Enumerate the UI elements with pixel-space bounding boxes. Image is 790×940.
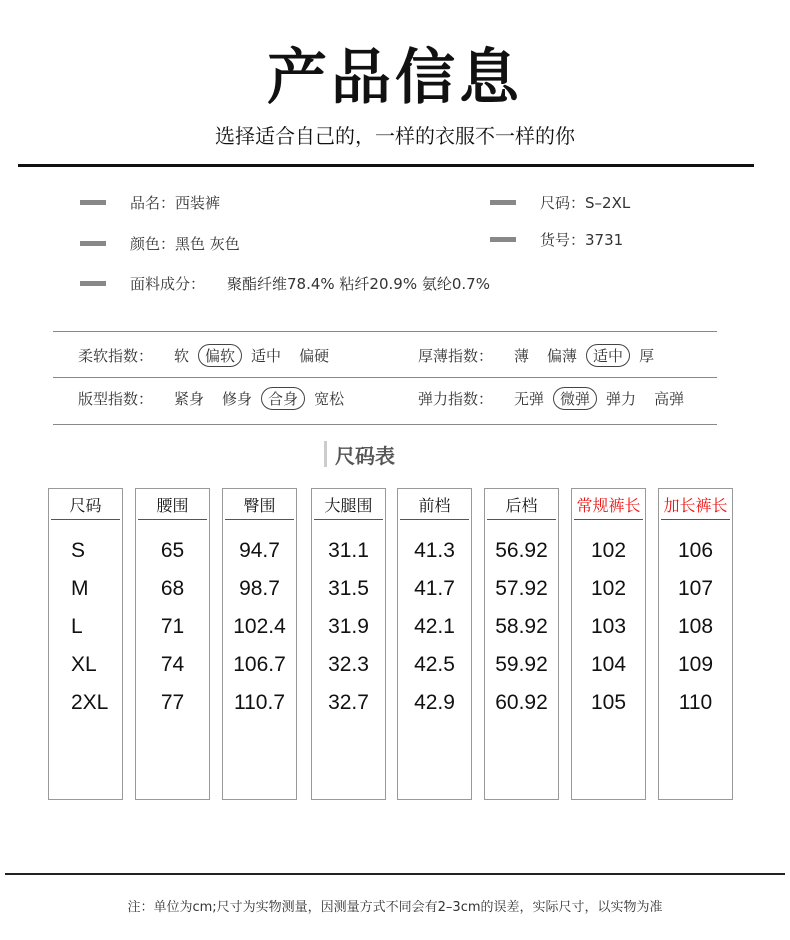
info-item-no: 货号：3731 xyxy=(540,231,624,249)
table-cell: 77 xyxy=(160,691,185,714)
table-cell: 2XL xyxy=(71,691,109,714)
table-cell: 108 xyxy=(677,615,714,638)
fit-index xyxy=(78,386,359,410)
table-cell: 41.3 xyxy=(414,539,455,562)
table-cell: 106.7 xyxy=(233,653,286,676)
info-name-row xyxy=(80,192,220,213)
elasticity-option-selected: 微弹 xyxy=(553,387,597,410)
page-title: 产品信息 xyxy=(267,43,523,113)
table-cell: 58.92 xyxy=(495,615,548,638)
thickness-option: 厚 xyxy=(639,346,655,365)
info-fabric-row xyxy=(80,273,490,294)
size-column xyxy=(222,488,297,800)
table-cell: 32.7 xyxy=(328,691,369,714)
table-cell: 71 xyxy=(160,615,185,638)
size-column xyxy=(571,488,646,800)
table-cell: 110.7 xyxy=(234,691,285,714)
size-column xyxy=(135,488,210,800)
table-cell: 102.4 xyxy=(233,615,286,638)
size-column xyxy=(484,488,559,800)
table-cell: 102 xyxy=(590,539,627,562)
column-header: 加长裤长 xyxy=(661,489,730,520)
heading-marker xyxy=(324,441,327,467)
index-bottom-rule xyxy=(53,424,717,425)
size-table-title: 尺码表 xyxy=(335,443,395,468)
table-cell: 98.7 xyxy=(239,577,280,600)
table-cell: 105 xyxy=(590,691,627,714)
thickness-option: 偏薄 xyxy=(547,346,578,365)
table-cell: 56.92 xyxy=(495,539,548,562)
size-column xyxy=(397,488,472,800)
table-cell: 41.7 xyxy=(414,577,455,600)
page-subtitle: 选择适合自己的，一样的衣服不一样的你 xyxy=(215,124,575,148)
elasticity-option: 弹力 xyxy=(606,389,637,408)
elasticity-index xyxy=(418,386,699,410)
info-color-row xyxy=(80,233,240,254)
index-mid-rule xyxy=(53,377,717,378)
table-cell: 110 xyxy=(678,691,713,714)
softness-option: 软 xyxy=(174,346,190,365)
table-cell: 102 xyxy=(590,577,627,600)
table-cell: L xyxy=(71,615,83,638)
table-cell: 94.7 xyxy=(239,539,280,562)
fit-option-selected: 合身 xyxy=(261,387,305,410)
table-cell: 32.3 xyxy=(328,653,369,676)
bullet-bar-icon xyxy=(80,281,106,286)
thickness-option-selected: 适中 xyxy=(586,344,630,367)
table-cell: 42.9 xyxy=(414,691,455,714)
table-cell: 31.9 xyxy=(328,615,369,638)
bullet-bar-icon xyxy=(490,200,516,205)
table-cell: 31.5 xyxy=(328,577,369,600)
bullet-bar-icon xyxy=(80,200,106,205)
column-header: 后档 xyxy=(487,489,556,520)
table-cell: 103 xyxy=(590,615,627,638)
table-cell: 31.1 xyxy=(328,539,369,562)
column-header: 大腿围 xyxy=(314,489,383,520)
elasticity-label: 弹力指数： xyxy=(418,389,494,408)
table-cell: 59.92 xyxy=(495,653,548,676)
column-header: 前档 xyxy=(400,489,469,520)
bullet-bar-icon xyxy=(490,237,516,242)
info-color: 颜色：黑色 灰色 xyxy=(130,235,240,253)
elasticity-option: 高弹 xyxy=(654,389,685,408)
elasticity-option: 无弹 xyxy=(514,389,545,408)
table-cell: 60.92 xyxy=(495,691,548,714)
column-header: 尺码 xyxy=(51,489,120,520)
size-column xyxy=(311,488,386,800)
index-top-rule xyxy=(53,331,717,332)
table-cell: 107 xyxy=(677,577,714,600)
table-cell: 68 xyxy=(160,577,185,600)
table-cell: 57.92 xyxy=(495,577,548,600)
bullet-bar-icon xyxy=(80,241,106,246)
size-column xyxy=(658,488,733,800)
info-size-row xyxy=(490,192,630,213)
table-cell: 109 xyxy=(677,653,714,676)
fit-option: 修身 xyxy=(222,389,253,408)
column-header: 臀围 xyxy=(225,489,294,520)
column-header: 腰围 xyxy=(138,489,207,520)
thickness-option: 薄 xyxy=(514,346,530,365)
info-fabric-label: 面料成分： xyxy=(130,275,206,293)
fit-option: 宽松 xyxy=(314,389,345,408)
softness-option-selected: 偏软 xyxy=(198,344,242,367)
table-cell: 106 xyxy=(677,539,714,562)
info-name: 品名：西装裤 xyxy=(130,194,221,212)
table-cell: 65 xyxy=(160,539,185,562)
table-cell: S xyxy=(71,539,86,562)
divider xyxy=(18,164,754,167)
footnote: 注：单位为cm;尺寸为实物测量，因测量方式不同会有2–3cm的误差，实际尺寸，以实物为准 xyxy=(127,900,663,915)
column-header: 常规裤长 xyxy=(574,489,643,520)
fit-label: 版型指数： xyxy=(78,389,154,408)
table-cell: 42.5 xyxy=(414,653,455,676)
table-cell: 42.1 xyxy=(414,615,455,638)
thickness-index xyxy=(418,343,669,367)
softness-index xyxy=(78,343,344,367)
thickness-label: 厚薄指数： xyxy=(418,346,494,365)
size-table-heading xyxy=(324,440,395,468)
softness-option: 偏硬 xyxy=(299,346,330,365)
info-size: 尺码：S–2XL xyxy=(540,194,631,212)
info-fabric-value: 聚酯纤维78.4% 粘纤20.9% 氨纶0.7% xyxy=(227,275,490,293)
softness-option: 适中 xyxy=(251,346,282,365)
table-cell: 104 xyxy=(590,653,627,676)
softness-label: 柔软指数： xyxy=(78,346,154,365)
size-column xyxy=(48,488,123,800)
divider xyxy=(5,873,785,875)
fit-option: 紧身 xyxy=(174,389,205,408)
table-cell: M xyxy=(71,577,89,600)
table-cell: 74 xyxy=(160,653,185,676)
table-cell: XL xyxy=(71,653,97,676)
info-itemno-row xyxy=(490,229,623,250)
